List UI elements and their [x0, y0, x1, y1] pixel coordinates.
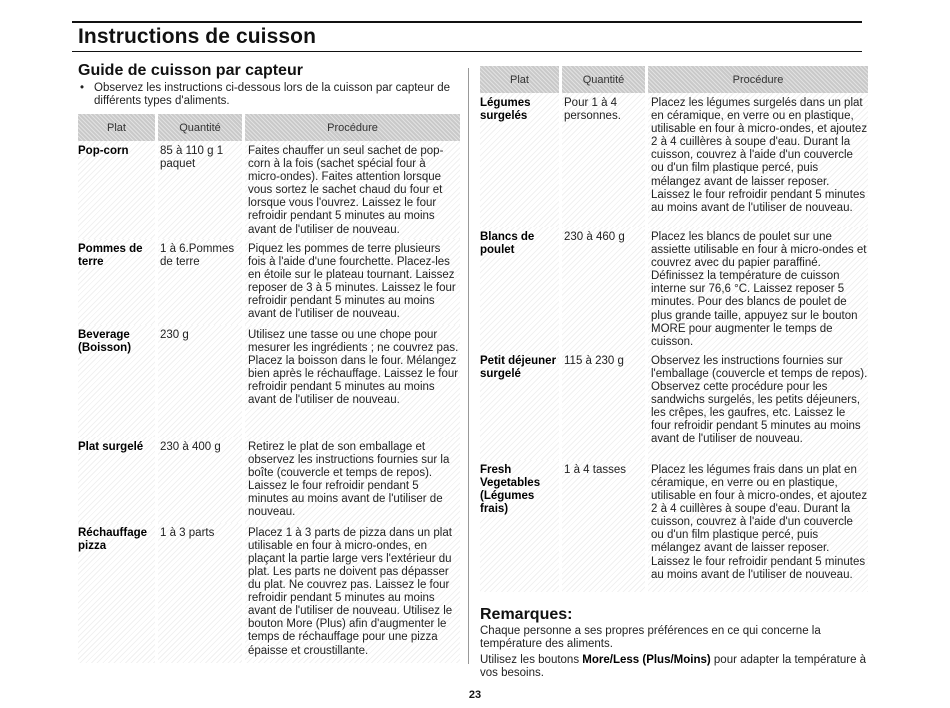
row-procedure: Observez les instructions fournies sur l'emballage (couvercle et temps de repos). Observez cette procédure pour les sandwichs surgelés, les petits déjeuners, les crêpes, les gaufres, etc. Laissez le four refroidir pendant 5 minutes au moins avant de l'utiliser de nouveau.	[645, 351, 868, 460]
row-quantite: 230 à 400 g	[155, 437, 242, 523]
right-column	[480, 66, 868, 680]
remarks-text-before: Utilisez les boutons	[480, 653, 583, 666]
table-row	[78, 325, 460, 437]
row-procedure: Placez les blancs de poulet sur une assiette utilisable en four à micro-ondes et couvrez avec du papier paraffiné. Définissez la température de cuisson interne sur 76,6 °C. Laissez reposer 5 minutes. Pour des blancs de poulet de plus grande taille, appuyez sur le bouton MORE pour augmenter le temps de cuisson.	[645, 227, 868, 351]
row-procedure: Placez 1 à 3 parts de pizza dans un plat utilisable en four à micro-ondes, en plaçant la partie large vers l'extérieur du plat. Les parts ne doivent pas dépasser du plat. Ne couvrez pas. Laissez le four refroidir pendant 5 minutes au moins avant de l'utiliser de nouveau. Utilisez le bouton More (Plus) afin d'augmenter le temps de réchauffage pour une pizza épaisse et croustillante.	[242, 523, 460, 663]
remarks-text-after: pour adapter la température à vos besoins.	[480, 653, 867, 679]
row-quantite: Pour 1 à 4 personnes.	[559, 93, 645, 227]
table-header-row	[480, 66, 868, 93]
row-quantite: 230 g	[155, 325, 242, 437]
row-quantite: 1 à 6.Pommes de terre	[155, 239, 242, 325]
column-divider	[468, 68, 469, 664]
row-plat: Fresh Vegetables (Légumes frais)	[480, 460, 559, 592]
table-row	[480, 351, 868, 460]
section-title: Guide de cuisson par capteur	[78, 62, 303, 79]
table-row	[78, 239, 460, 325]
row-plat: Blancs de poulet	[480, 227, 559, 351]
row-procedure: Retirez le plat de son emballage et observez les instructions fournies sur la boîte (couvercle et temps de repos). Laissez le four refroidir pendant 5 minutes au moins avant de l'utiliser de nouveau.	[242, 437, 460, 523]
left-column	[78, 62, 460, 663]
remarks-button-names: More/Less (Plus/Moins)	[582, 653, 711, 666]
header-quantite: Quantité	[559, 66, 645, 93]
row-quantite: 230 à 460 g	[559, 227, 645, 351]
row-plat: Plat surgelé	[78, 437, 155, 523]
row-quantite: 1 à 4 tasses	[559, 460, 645, 592]
table-header-row	[78, 114, 460, 141]
table-row	[480, 93, 868, 227]
remarks-paragraph	[480, 654, 868, 680]
row-procedure: Faites chauffer un seul sachet de pop-corn à la fois (sachet spécial four à micro-ondes). Faites attention lorsque vous sortez le sachet chaud du four et lorsque vous l'ouvrez. Laissez le four refroidir pendant 5 minutes au moins avant de l'utiliser de nouveau.	[242, 141, 460, 239]
row-plat: Beverage (Boisson)	[78, 325, 155, 437]
intro-text	[78, 82, 460, 108]
top-rule	[72, 21, 862, 23]
header-plat: Plat	[480, 66, 559, 93]
header-quantite: Quantité	[155, 114, 242, 141]
table-row	[480, 460, 868, 592]
row-procedure: Utilisez une tasse ou une chope pour mesurer les ingrédients ; ne couvrez pas. Placez la boisson dans le four. Mélangez bien après le réchauffage. Laissez le four refroidir pendant 5 minutes au moins avant de l'utiliser de nouveau.	[242, 325, 460, 437]
row-quantite: 115 à 230 g	[559, 351, 645, 460]
row-procedure: Piquez les pommes de terre plusieurs fois à l'aide d'une fourchette. Placez-les en étoile sur le plateau tournant. Laissez reposer de 3 à 5 minutes. Laissez le four refroidir pendant 5 minutes au moins avant de l'utiliser de nouveau.	[242, 239, 460, 325]
header-plat: Plat	[78, 114, 155, 141]
sensor-cooking-table	[78, 114, 460, 663]
row-quantite: 85 à 110 g 1 paquet	[155, 141, 242, 239]
row-procedure: Placez les légumes surgelés dans un plat en céramique, en verre ou en plastique, utilisable en four à micro-ondes, et ajoutez 2 à 4 cuillères à soupe d'eau. Durant la cuisson, couvrez à l'aide d'un couvercle ou d'un film plastique percé, puis mélangez avant de laisser reposer. Laissez le four refroidir pendant 5 minutes au moins avant de l'utiliser de nouveau.	[645, 93, 868, 227]
page-title: Instructions de cuisson	[78, 25, 317, 48]
title-rule	[72, 51, 862, 52]
row-plat: Pommes de terre	[78, 239, 155, 325]
row-plat: Petit déjeuner surgelé	[480, 351, 559, 460]
page-number: 23	[468, 689, 482, 701]
table-row	[78, 523, 460, 663]
row-procedure: Placez les légumes frais dans un plat en céramique, en verre ou en plastique, utilisable en four à micro-ondes, et ajoutez 2 à 4 cuillères à soupe d'eau. Durant la cuisson, couvrez à l'aide d'un couvercle ou d'un film plastique percé, puis mélangez avant de laisser reposer. Laissez le four refroidir pendant 5 minutes au moins avant de l'utiliser de nouveau.	[645, 460, 868, 592]
row-plat: Légumes surgelés	[480, 93, 559, 227]
row-quantite: 1 à 3 parts	[155, 523, 242, 663]
table-row	[78, 437, 460, 523]
row-plat: Pop-corn	[78, 141, 155, 239]
table-row	[480, 227, 868, 351]
bullet-icon: •	[80, 82, 85, 94]
intro-sentence: Observez les instructions ci-dessous lors de la cuisson par capteur de différents types d'aliments.	[94, 82, 451, 107]
table-row	[78, 141, 460, 239]
remarks-paragraph: Chaque personne a ses propres préférences en ce qui concerne la température des aliments.	[480, 624, 821, 650]
row-plat: Réchauffage pizza	[78, 523, 155, 663]
remarks-title: Remarques:	[480, 605, 573, 623]
header-procedure: Procédure	[242, 114, 460, 141]
sensor-cooking-table-continued	[480, 66, 868, 592]
header-procedure: Procédure	[645, 66, 868, 93]
